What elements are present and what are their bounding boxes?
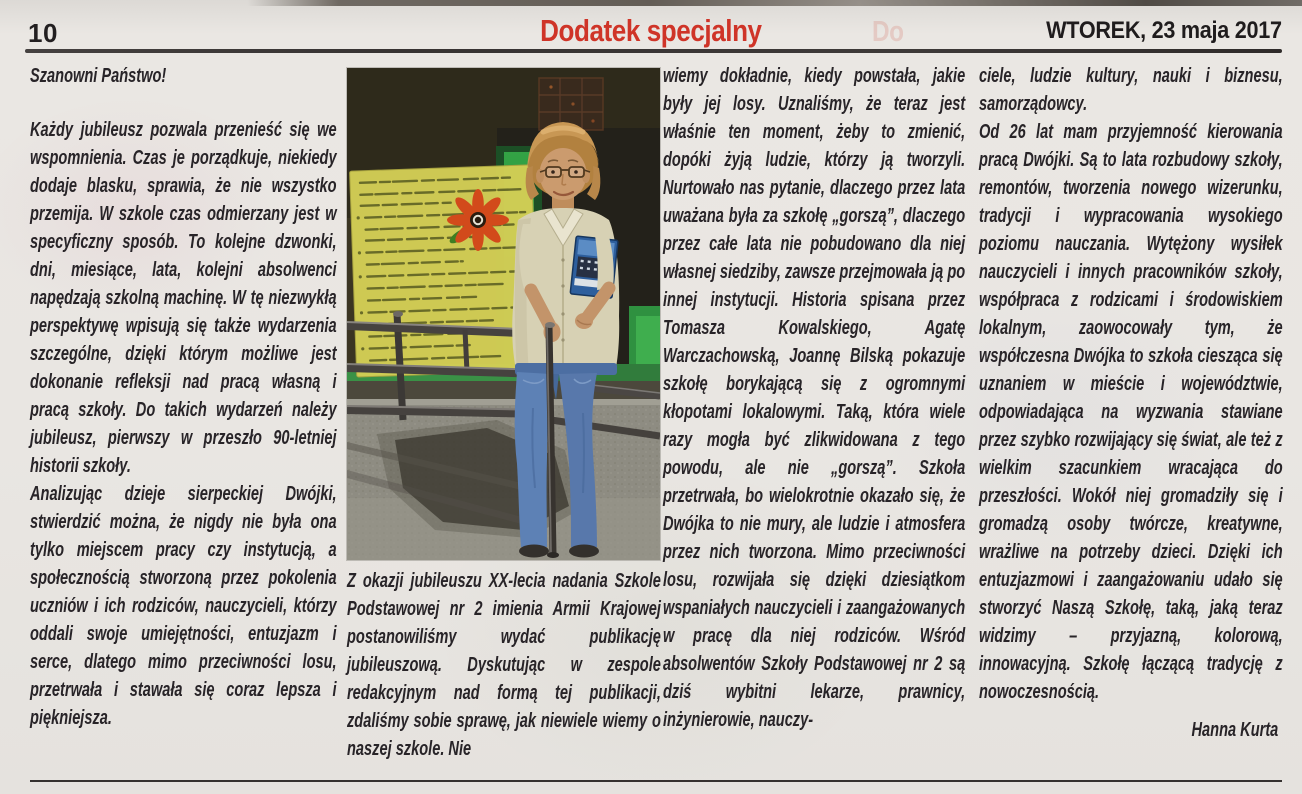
- header-section-title-text: Dodatek specjalny: [540, 13, 762, 48]
- article-paragraph: Analizując dzieje sierpeckiej Dwójki, stwierdzić można, że nigdy nie była ona tylko miejscem pracy czy instytucją, a społecznością stworzoną przez pokolenia uczniów i ich rodziców, nauczycieli, którzy oddali swoje umiejętności, entuzjazm i serce, dlatego mimo przeciwności losu, przetrwała i stawała się coraz lepsza i piękniejsza.: [30, 483, 337, 729]
- header-date: [1020, 17, 1282, 45]
- bottom-rule: [30, 780, 1282, 782]
- article-column-4: [979, 62, 1283, 744]
- bleed-through-ghost-text: Do: [872, 16, 904, 48]
- article-column-1: [30, 62, 337, 732]
- header-page-number: 10: [28, 18, 58, 48]
- article-signature: Hanna Kurta: [1191, 719, 1279, 741]
- article-column-3: [663, 62, 965, 734]
- header-date-text: WTOREK, 23 maja 2017: [1046, 17, 1282, 44]
- article-paragraph: Każdy jubileusz pozwala przenieść się we wspomnienia. Czas je porządkuje, niekiedy dodaje blasku, sprawia, że nie wszystko przemija. W szkole czas odmierzany jest w specyficzny sposób. To kolejne dzwonki, dni, miesiące, lata, kolejni absolwenci napędzają szkolną machinę. W tę niezwykłą perspektywę wpisują się także wydarzenia szczególne, dzięki którym możliwe jest dokonanie refleksji nad pracą własną i pracą szkoły. Do takich wydarzeń należy jubileusz, pierwszy w przeszło 90-letniej historii szkoły.: [30, 119, 337, 477]
- photo-flower-decoration: [447, 189, 509, 251]
- header-section-title: [431, 13, 871, 49]
- article-paragraph: Od 26 lat mam przyjemność kierowania pracą Dwójki. Są to lata rozbudowy szkoły, remontów, tworzenia nowego wizerunku, tradycji i wypracowania wysokiego poziomu nauczania. Wytężony wysiłek nauczycieli i innych pracowników szkoły, współpraca z rodzicami i środowiskiem lokalnym, zaowocowały tym, że współczesna Dwójka to szkoła ciesząca się uznaniem w mieście i województwie, odpowiadająca na wyzwania stawiane przez szybko rozwijający się świat, ale też z wielkim szacunkiem wracająca do przeszłości. Wokół niej gromadziły się i gromadzą osoby twórcze, kreatywne, wrażliwe na potrzeby dzieci. Dzięki ich entuzjazmowi i zaangażowaniu udało się stworzyć Naszą Szkołę, taką, jaką teraz widzimy – przyjazną, kolorową, innowacyjną. Szkołę łączącą tradycję z nowoczesnością.: [979, 121, 1283, 703]
- photo-yellow-poster: [350, 165, 539, 377]
- header-rule: [25, 49, 1282, 53]
- article-paragraph: wiemy dokładnie, kiedy powstała, jakie były jej losy. Uznaliśmy, że teraz jest właśnie ten moment, żeby to zmienić, dopóki żyją ludzie, którzy ją tworzyli. Nurtowało nas pytanie, dlaczego przez lata uważana była za szkołę „gorszą”, dlaczego przez całe lata nie pobudowano dla niej własnej siedziby, zawsze przejmowała ją po innej instytucji. Historia spisana przez Tomasza Kowalskiego, Agatę Warczachowską, Joannę Bilską pokazuje szkołę borykającą się z ogromnymi kłopotami lokalowymi. Taką, która wiele razy mogła być zlikwidowana z tego powodu, ale nie „gorszą”. Szkoła przetrwała, bo wielokrotnie okazało się, że Dwójka to nie mury, ale ludzie i atmosfera przez nich tworzona. Mimo przeciwności losu, rozwijała się dzięki dziesiątkom wspaniałych nauczycieli i zaangażowanych w pracę dla niej rodziców. Wśród absolwentów Szkoły Podstawowej nr 2 są dziś wybitni lekarze, prawnicy, inżynierowie, nauczy-: [663, 65, 966, 731]
- article-paragraph: ciele, ludzie kultury, nauki i biznesu, samorządowcy.: [979, 65, 1283, 115]
- photo-caption-text: Z okazji jubileuszu XX-lecia nadania Szkole Podstawowej nr 2 imienia Armii Krajowej postanowiliśmy wydać publikację jubileuszową. Dyskutując w zespole redakcyjnym nad formą tej publikacji, zdaliśmy sobie sprawę, jak niewiele wiemy o naszej szkole. Nie: [347, 570, 661, 760]
- article-salutation: Szanowni Państwo!: [30, 65, 167, 87]
- top-edge-smudge: [0, 0, 1302, 6]
- photo-caption: [347, 567, 661, 763]
- photo-window-sign: [539, 78, 603, 130]
- article-photo: [347, 68, 660, 560]
